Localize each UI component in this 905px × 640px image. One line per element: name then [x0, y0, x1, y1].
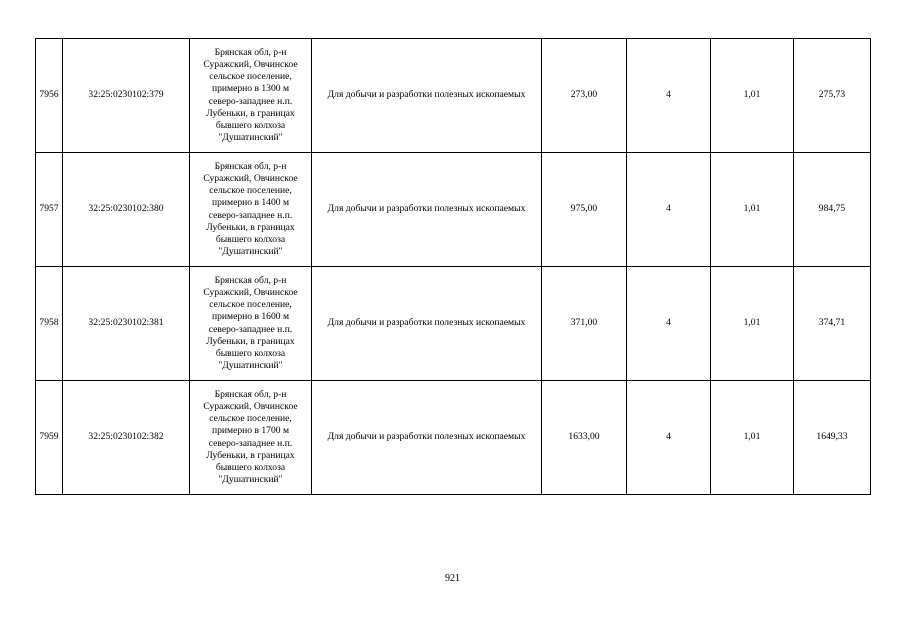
class-cell: 4: [627, 267, 711, 381]
address-line: примерно в 1700 м: [211, 425, 290, 437]
address-line: Брянская обл, р-н: [214, 46, 287, 58]
address-line: "Душатинский": [218, 246, 283, 258]
address-line: "Душатинский": [218, 360, 283, 372]
address-line: Брянская обл, р-н: [214, 388, 287, 400]
address-line: "Душатинский": [218, 132, 283, 144]
page-number: 921: [445, 573, 460, 584]
row-number-cell: 7956: [36, 39, 63, 153]
address-line: Суражский, Овчинское: [203, 58, 298, 70]
address-line: Лубеньки, в границах: [206, 221, 295, 233]
total-cell: 1649,33: [794, 381, 871, 495]
address-line: бывшего колхоза: [215, 347, 286, 359]
address-line: сельское поселение,: [209, 299, 292, 311]
land-parcels-table: [35, 38, 871, 495]
cadastral-number-cell: 32:25:0230102:380: [63, 153, 190, 267]
address-line: северо-западнее н.п.: [208, 209, 293, 221]
area-cell: 1633,00: [542, 381, 627, 495]
table-row: [36, 381, 871, 495]
land-use-purpose-cell: Для добычи и разработки полезных ископаемых: [312, 153, 542, 267]
address-line: примерно в 1300 м: [211, 83, 290, 95]
address-line: Лубеньки, в границах: [206, 449, 295, 461]
address-line: бывшего колхоза: [215, 233, 286, 245]
address-cell: [190, 153, 312, 267]
address-line: бывшего колхоза: [215, 461, 286, 473]
land-use-purpose-cell: Для добычи и разработки полезных ископаемых: [312, 39, 542, 153]
class-cell: 4: [627, 153, 711, 267]
area-cell: 371,00: [542, 267, 627, 381]
address-line: северо-западнее н.п.: [208, 437, 293, 449]
table-row: [36, 153, 871, 267]
address-line: Суражский, Овчинское: [203, 172, 298, 184]
address-line: Брянская обл, р-н: [214, 274, 287, 286]
address-line: Лубеньки, в границах: [206, 107, 295, 119]
table-row: [36, 267, 871, 381]
area-cell: 975,00: [542, 153, 627, 267]
address-line: "Душатинский": [218, 474, 283, 486]
land-use-purpose-cell: Для добычи и разработки полезных ископаемых: [312, 267, 542, 381]
address-line: сельское поселение,: [209, 413, 292, 425]
coefficient-cell: 1,01: [711, 39, 794, 153]
address-line: Брянская обл, р-н: [214, 160, 287, 172]
address-cell: [190, 39, 312, 153]
address-line: сельское поселение,: [209, 185, 292, 197]
coefficient-cell: 1,01: [711, 267, 794, 381]
row-number-cell: 7957: [36, 153, 63, 267]
address-line: северо-западнее н.п.: [208, 95, 293, 107]
coefficient-cell: 1,01: [711, 381, 794, 495]
coefficient-cell: 1,01: [711, 153, 794, 267]
row-number-cell: 7959: [36, 381, 63, 495]
row-number-cell: 7958: [36, 267, 63, 381]
address-line: Суражский, Овчинское: [203, 286, 298, 298]
table-body: [36, 39, 871, 495]
address-line: примерно в 1600 м: [211, 311, 290, 323]
address-cell: [190, 267, 312, 381]
address-line: Лубеньки, в границах: [206, 335, 295, 347]
total-cell: 374,71: [794, 267, 871, 381]
address-line: примерно в 1400 м: [211, 197, 290, 209]
address-cell: [190, 381, 312, 495]
table-row: [36, 39, 871, 153]
address-line: северо-западнее н.п.: [208, 323, 293, 335]
cadastral-number-cell: 32:25:0230102:379: [63, 39, 190, 153]
address-line: бывшего колхоза: [215, 119, 286, 131]
land-use-purpose-cell: Для добычи и разработки полезных ископаемых: [312, 381, 542, 495]
area-cell: 273,00: [542, 39, 627, 153]
total-cell: 275,73: [794, 39, 871, 153]
cadastral-number-cell: 32:25:0230102:382: [63, 381, 190, 495]
class-cell: 4: [627, 39, 711, 153]
class-cell: 4: [627, 381, 711, 495]
cadastral-number-cell: 32:25:0230102:381: [63, 267, 190, 381]
address-line: Суражский, Овчинское: [203, 400, 298, 412]
total-cell: 984,75: [794, 153, 871, 267]
address-line: сельское поселение,: [209, 71, 292, 83]
